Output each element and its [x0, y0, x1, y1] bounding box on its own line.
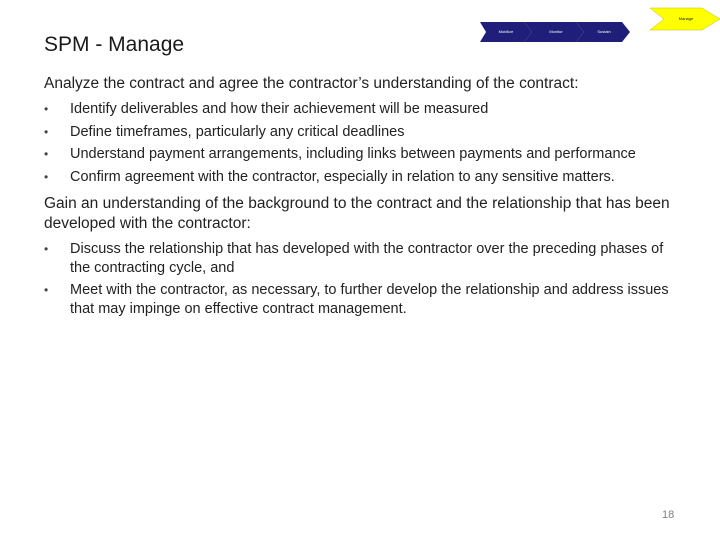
process-step-label-active: Manage: [678, 16, 694, 21]
bullet-icon: •: [44, 169, 49, 184]
process-step-label: Sustain: [597, 29, 611, 34]
slide-body: [44, 74, 684, 326]
bullet-list: [44, 240, 684, 318]
page-number: 18: [662, 509, 675, 521]
bullet-icon: •: [44, 102, 49, 116]
list-item: [44, 123, 684, 142]
list-item: [44, 100, 684, 119]
slide-title: SPM - Manage: [44, 33, 185, 56]
list-item-text: Confirm agreement with the contractor, especially in relation to any sensitive matters.: [70, 168, 615, 185]
list-item-text: Meet with the contractor, as necessary, to further develop the relationship and address issues that may impinge on effective contract management.: [70, 282, 669, 317]
bullet-icon: •: [44, 124, 49, 139]
list-item-text: Identify deliverables and how their achievement will be measured: [70, 101, 489, 117]
list-item: [44, 240, 684, 277]
section-lead: Analyze the contract and agree the contractor’s understanding of the contract:: [44, 75, 579, 92]
bullet-list: [44, 100, 684, 186]
list-item: [44, 281, 684, 318]
process-chevron-bar: [480, 0, 720, 60]
bullet-icon: •: [44, 242, 49, 256]
bullet-icon: •: [44, 147, 49, 161]
list-item-text: Define timeframes, particularly any critical deadlines: [70, 123, 405, 140]
process-step-label: Mobilize: [498, 29, 514, 34]
bullet-icon: •: [44, 283, 49, 297]
list-item-text: Understand payment arrangements, including links between payments and performance: [70, 146, 636, 162]
list-item-text: Discuss the relationship that has developed with the contractor over the preceding phases of the contracting cycle, and: [70, 241, 664, 276]
section-lead: Gain an understanding of the background to the contract and the relationship that has been developed with the contractor:: [44, 195, 670, 232]
process-step-label: Monitor: [549, 29, 563, 34]
list-item: [44, 168, 684, 187]
list-item: [44, 145, 684, 164]
